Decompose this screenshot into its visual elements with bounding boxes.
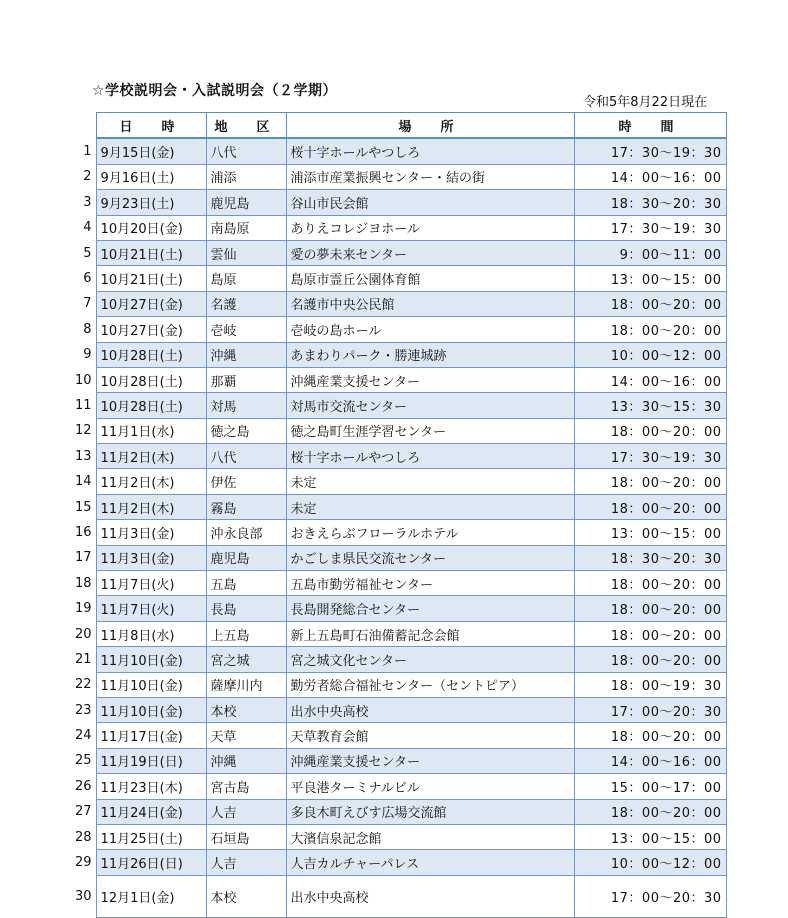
- cell-place: 名護市中央公民館: [286, 291, 574, 316]
- table-row: [71, 571, 726, 596]
- row-number: 28: [71, 824, 96, 849]
- table-row: [71, 647, 726, 672]
- cell-time: 18：00～20：00: [574, 723, 726, 748]
- cell-area: 対馬: [206, 393, 286, 418]
- table-row: [71, 291, 726, 316]
- cell-time: 10：00～12：00: [574, 850, 726, 875]
- cell-time: 18：30～20：30: [574, 545, 726, 570]
- cell-area: 沖縄: [206, 342, 286, 367]
- cell-area: 上五島: [206, 621, 286, 646]
- cell-area: 浦添: [206, 164, 286, 189]
- table-row: [71, 494, 726, 519]
- cell-area: 人吉: [206, 799, 286, 824]
- cell-date: 10月27日(金): [96, 291, 206, 316]
- table-row: [71, 697, 726, 722]
- row-number: 9: [71, 342, 96, 367]
- cell-time: 13：00～15：00: [574, 266, 726, 291]
- cell-time: 15：00～17：00: [574, 774, 726, 799]
- cell-area: 八代: [206, 444, 286, 469]
- row-number: 23: [71, 697, 96, 722]
- cell-date: 11月8日(水): [96, 621, 206, 646]
- cell-place: 勤労者総合福祉センター（セントピア）: [286, 672, 574, 697]
- cell-place: 新上五島町石油備蓄記念会館: [286, 621, 574, 646]
- cell-time: 18：00～20：00: [574, 317, 726, 342]
- cell-place: 人吉カルチャーパレス: [286, 850, 574, 875]
- cell-date: 11月7日(火): [96, 571, 206, 596]
- cell-area: 鹿児島: [206, 190, 286, 215]
- table-row: [71, 164, 726, 189]
- cell-date: 11月1日(水): [96, 418, 206, 443]
- cell-place: 天草教育会館: [286, 723, 574, 748]
- row-number: 29: [71, 850, 96, 875]
- row-number: 20: [71, 621, 96, 646]
- cell-date: 10月28日(土): [96, 393, 206, 418]
- table-row: [71, 317, 726, 342]
- cell-date: 11月23日(木): [96, 774, 206, 799]
- cell-date: 11月10日(金): [96, 672, 206, 697]
- cell-time: 18：00～20：00: [574, 494, 726, 519]
- cell-date: 11月2日(木): [96, 494, 206, 519]
- row-number: 12: [71, 418, 96, 443]
- table-header-row: [71, 113, 726, 139]
- cell-date: 11月10日(金): [96, 697, 206, 722]
- cell-date: 10月28日(土): [96, 342, 206, 367]
- row-number: 15: [71, 494, 96, 519]
- row-number: 24: [71, 723, 96, 748]
- cell-time: 17：00～20：30: [574, 875, 726, 917]
- cell-area: 薩摩川内: [206, 672, 286, 697]
- table-row: [71, 774, 726, 799]
- row-number: 5: [71, 240, 96, 265]
- row-number: 25: [71, 748, 96, 773]
- cell-area: 徳之島: [206, 418, 286, 443]
- cell-date: 11月26日(日): [96, 850, 206, 875]
- cell-date: 10月21日(土): [96, 240, 206, 265]
- cell-area: 霧島: [206, 494, 286, 519]
- table-row: [71, 367, 726, 392]
- cell-area: 本校: [206, 697, 286, 722]
- table-row: [71, 418, 726, 443]
- header-time: 時 間: [574, 113, 726, 139]
- table-row: [71, 469, 726, 494]
- table-row: [71, 393, 726, 418]
- table-row: [71, 875, 726, 917]
- cell-place: 平良港ターミナルビル: [286, 774, 574, 799]
- cell-area: 那覇: [206, 367, 286, 392]
- table-row: [71, 748, 726, 773]
- cell-time: 18：30～20：30: [574, 190, 726, 215]
- row-number: 7: [71, 291, 96, 316]
- table-row: [71, 723, 726, 748]
- cell-time: 18：00～19：30: [574, 672, 726, 697]
- row-number: 21: [71, 647, 96, 672]
- cell-place: 桜十字ホールやつしろ: [286, 444, 574, 469]
- table-row: [71, 799, 726, 824]
- row-number: 26: [71, 774, 96, 799]
- header-no: [71, 113, 96, 139]
- cell-date: 11月10日(金): [96, 647, 206, 672]
- cell-area: 壱岐: [206, 317, 286, 342]
- row-number: 27: [71, 799, 96, 824]
- cell-place: 浦添市産業振興センター・結の街: [286, 164, 574, 189]
- cell-place: かごしま県民交流センター: [286, 545, 574, 570]
- header-date: 日 時: [96, 113, 206, 139]
- row-number: 1: [71, 138, 96, 164]
- page-title: ☆学校説明会・入試説明会（２学期）: [92, 83, 338, 99]
- cell-time: 17：00～20：30: [574, 697, 726, 722]
- cell-place: 長島開発総合センター: [286, 596, 574, 621]
- cell-time: 18：00～20：00: [574, 596, 726, 621]
- row-number: 3: [71, 190, 96, 215]
- cell-time: 9：00～11：00: [574, 240, 726, 265]
- table-row: [71, 138, 726, 164]
- cell-area: 名護: [206, 291, 286, 316]
- table-row: [71, 520, 726, 545]
- cell-date: 11月24日(金): [96, 799, 206, 824]
- cell-date: 11月19日(日): [96, 748, 206, 773]
- cell-area: 南島原: [206, 215, 286, 240]
- header-area: 地 区: [206, 113, 286, 139]
- cell-area: 長島: [206, 596, 286, 621]
- cell-area: 沖縄: [206, 748, 286, 773]
- table-row: [71, 672, 726, 697]
- cell-place: 沖縄産業支援センター: [286, 367, 574, 392]
- cell-date: 11月7日(火): [96, 596, 206, 621]
- cell-time: 14：00～16：00: [574, 748, 726, 773]
- table-row: [71, 266, 726, 291]
- cell-date: 11月17日(金): [96, 723, 206, 748]
- cell-date: 11月3日(金): [96, 520, 206, 545]
- cell-time: 18：00～20：00: [574, 621, 726, 646]
- cell-date: 11月3日(金): [96, 545, 206, 570]
- cell-time: 17：30～19：30: [574, 444, 726, 469]
- cell-area: 島原: [206, 266, 286, 291]
- cell-place: 未定: [286, 494, 574, 519]
- cell-place: ありえコレジヨホール: [286, 215, 574, 240]
- cell-time: 14：00～16：00: [574, 164, 726, 189]
- cell-date: 9月16日(土): [96, 164, 206, 189]
- cell-time: 18：00～20：00: [574, 799, 726, 824]
- cell-place: 出水中央高校: [286, 875, 574, 917]
- cell-area: 宮之城: [206, 647, 286, 672]
- row-number: 4: [71, 215, 96, 240]
- row-number: 10: [71, 367, 96, 392]
- cell-area: 伊佐: [206, 469, 286, 494]
- cell-date: 10月28日(土): [96, 367, 206, 392]
- as-of-date: 令和5年8月22日現在: [583, 95, 708, 110]
- table-row: [71, 545, 726, 570]
- cell-date: 10月20日(金): [96, 215, 206, 240]
- cell-place: 島原市霊丘公園体育館: [286, 266, 574, 291]
- table-row: [71, 190, 726, 215]
- row-number: 6: [71, 266, 96, 291]
- cell-place: あまわりパーク・勝連城跡: [286, 342, 574, 367]
- cell-time: 14：00～16：00: [574, 367, 726, 392]
- cell-date: 11月2日(木): [96, 469, 206, 494]
- table-row: [71, 240, 726, 265]
- row-number: 11: [71, 393, 96, 418]
- row-number: 8: [71, 317, 96, 342]
- cell-place: 沖縄産業支援センター: [286, 748, 574, 773]
- cell-time: 18：00～20：00: [574, 647, 726, 672]
- cell-time: 13：30～15：30: [574, 393, 726, 418]
- cell-place: 大濱信泉記念館: [286, 824, 574, 849]
- table-row: [71, 824, 726, 849]
- table-row: [71, 215, 726, 240]
- cell-place: 壱岐の島ホール: [286, 317, 574, 342]
- cell-date: 9月23日(土): [96, 190, 206, 215]
- table-row: [71, 850, 726, 875]
- cell-date: 10月21日(土): [96, 266, 206, 291]
- row-number: 18: [71, 571, 96, 596]
- row-number: 22: [71, 672, 96, 697]
- row-number: 17: [71, 545, 96, 570]
- header-place: 場 所: [286, 113, 574, 139]
- cell-area: 八代: [206, 138, 286, 164]
- row-number: 13: [71, 444, 96, 469]
- cell-place: 愛の夢未来センター: [286, 240, 574, 265]
- cell-area: 五島: [206, 571, 286, 596]
- cell-time: 17：30～19：30: [574, 138, 726, 164]
- row-number: 19: [71, 596, 96, 621]
- cell-area: 鹿児島: [206, 545, 286, 570]
- cell-date: 11月2日(木): [96, 444, 206, 469]
- cell-time: 18：00～20：00: [574, 571, 726, 596]
- row-number: 2: [71, 164, 96, 189]
- schedule-table: [71, 112, 727, 918]
- cell-place: 五島市勤労福祉センター: [286, 571, 574, 596]
- cell-place: 谷山市民会館: [286, 190, 574, 215]
- cell-place: 桜十字ホールやつしろ: [286, 138, 574, 164]
- cell-time: 18：00～20：00: [574, 291, 726, 316]
- row-number: 14: [71, 469, 96, 494]
- cell-time: 17：30～19：30: [574, 215, 726, 240]
- cell-date: 12月1日(金): [96, 875, 206, 917]
- cell-place: 出水中央高校: [286, 697, 574, 722]
- cell-place: おきえらぶフローラルホテル: [286, 520, 574, 545]
- cell-time: 10：00～12：00: [574, 342, 726, 367]
- cell-area: 石垣島: [206, 824, 286, 849]
- cell-date: 9月15日(金): [96, 138, 206, 164]
- cell-place: 宮之城文化センター: [286, 647, 574, 672]
- cell-time: 13：00～15：00: [574, 824, 726, 849]
- table-row: [71, 621, 726, 646]
- table-row: [71, 444, 726, 469]
- cell-time: 13：00～15：00: [574, 520, 726, 545]
- cell-area: 雲仙: [206, 240, 286, 265]
- row-number: 30: [71, 875, 96, 917]
- cell-place: 徳之島町生涯学習センター: [286, 418, 574, 443]
- table-row: [71, 342, 726, 367]
- row-number: 16: [71, 520, 96, 545]
- cell-area: 宮古島: [206, 774, 286, 799]
- cell-time: 18：00～20：00: [574, 418, 726, 443]
- cell-date: 10月27日(金): [96, 317, 206, 342]
- cell-area: 沖永良部: [206, 520, 286, 545]
- cell-area: 天草: [206, 723, 286, 748]
- cell-date: 11月25日(土): [96, 824, 206, 849]
- cell-time: 18：00～20：00: [574, 469, 726, 494]
- cell-area: 本校: [206, 875, 286, 917]
- cell-place: 対馬市交流センター: [286, 393, 574, 418]
- cell-place: 多良木町えびす広場交流館: [286, 799, 574, 824]
- cell-place: 未定: [286, 469, 574, 494]
- table-row: [71, 596, 726, 621]
- cell-area: 人吉: [206, 850, 286, 875]
